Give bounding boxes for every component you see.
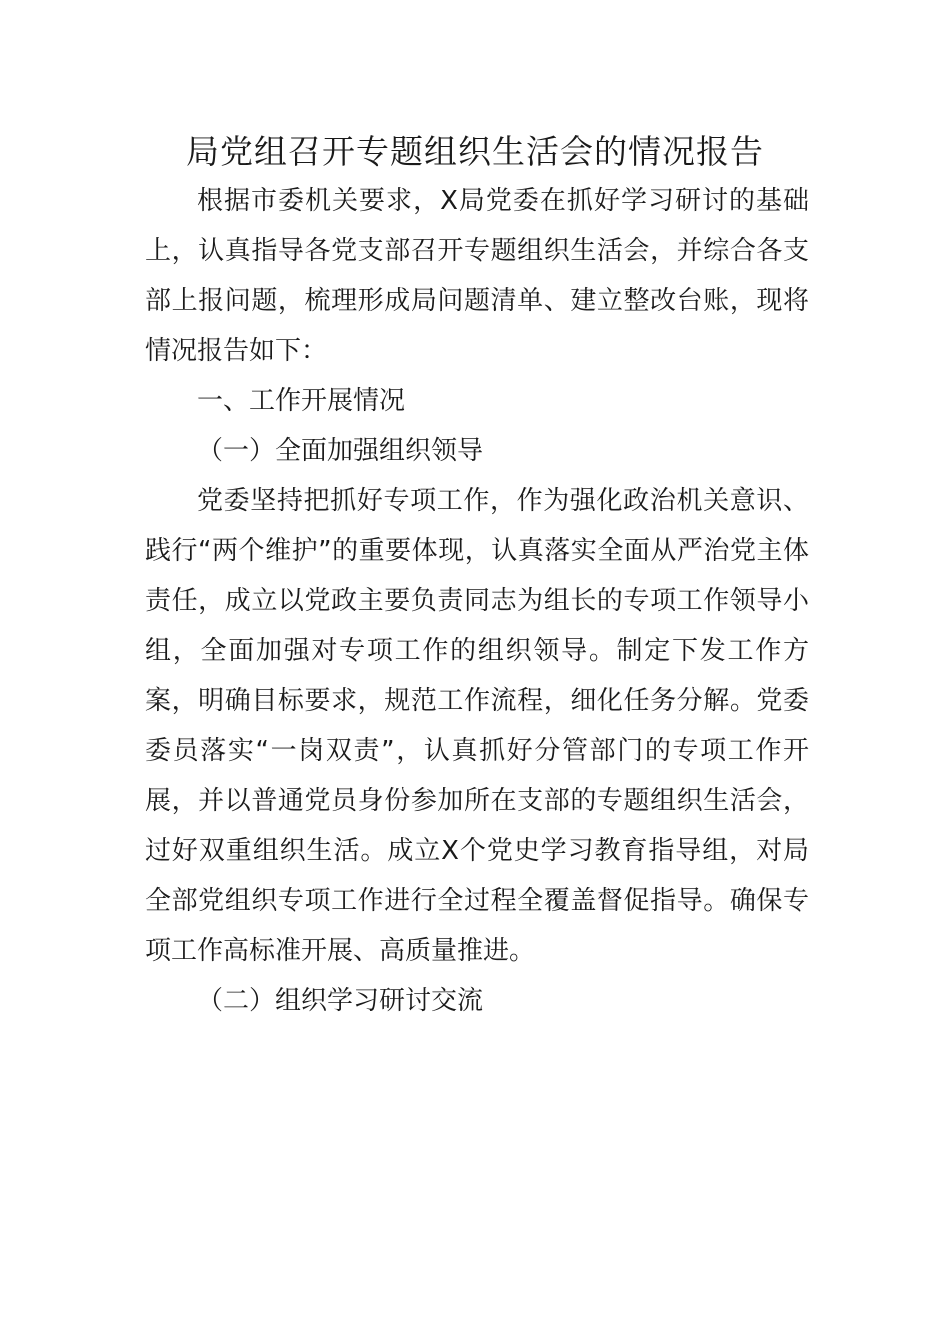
body-paragraph: 党委坚持把抓好专项工作，作为强化政治机关意识、践行“两个维护”的重要体现，认真落实全面从严治党主体责任，成立以党政主要负责同志为组长的专项工作领导小组，全面加强对专项工作的组织领导。制定下发工作方案，明确目标要求，规范工作流程，细化任务分解。党委委员落实“一岗双责”，认真抓好分管部门的专项工作开展，并以普通党员身份参加所在支部的专题组织生活会，过好双重组织生活。成立X个党史学习教育指导组，对局全部党组织专项工作进行全过程全覆盖督促指导。确保专项工作高标准开展、高质量推进。 — [145, 486, 809, 966]
section-heading-1: 一、工作开展情况 — [197, 386, 406, 416]
subsection-heading-2: （二）组织学习研讨交流 — [197, 986, 484, 1016]
document-body — [145, 176, 809, 1026]
document-title: 局党组召开专题组织生活会的情况报告 — [186, 132, 764, 171]
subsection-heading-1: （一）全面加强组织领导 — [197, 436, 484, 466]
intro-paragraph: 根据市委机关要求，X局党委在抓好学习研讨的基础上，认真指导各党支部召开专题组织生活会，并综合各支部上报问题，梳理形成局问题清单、建立整改台账，现将情况报告如下： — [145, 186, 809, 366]
